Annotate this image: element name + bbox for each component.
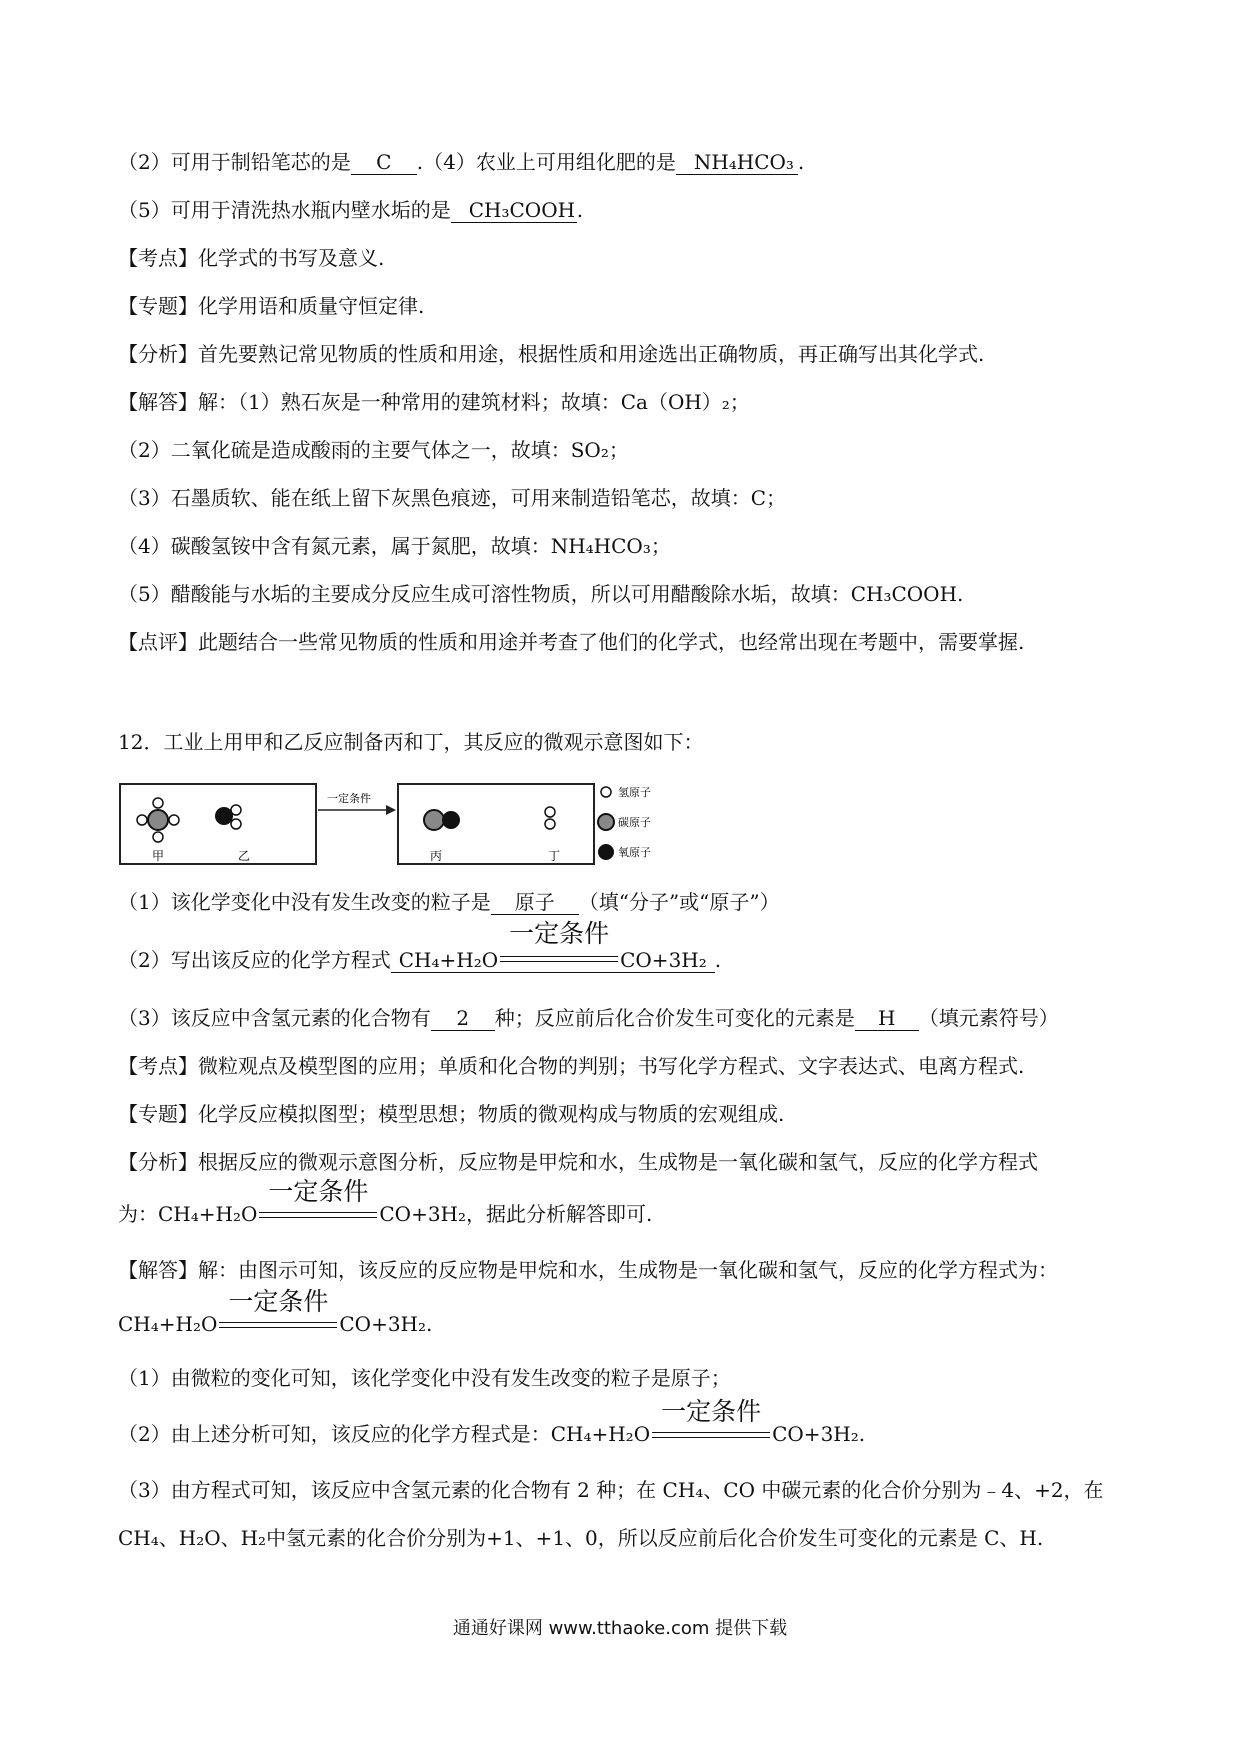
legend-hydrogen-label: 氢原子 — [618, 786, 651, 799]
answer-blank: 原子 — [491, 890, 579, 915]
q11-jieda-2: （2）二氧化硫是造成酸雨的主要气体之一，故填：SO₂； — [118, 438, 629, 462]
legend-oxygen-icon — [598, 844, 614, 860]
hydrogen-atom — [153, 832, 163, 842]
label-bing: 丙 — [430, 849, 443, 863]
q12-part-1: （1）该化学变化中没有发生改变的粒子是 原子 （填“分子”或“原子”） — [118, 890, 780, 914]
q11-jieda-5: （5）醋酸能与水垢的主要成分反应生成可溶性物质，所以可用醋酸除水垢，故填：CH₃COOH. — [118, 582, 964, 606]
label-yi: 乙 — [238, 849, 251, 863]
hydrogen-atom — [169, 815, 179, 825]
q11-jieda-3: （3）石墨质软、能在纸上留下灰黑色痕迹，可用来制造铅笔芯，故填：C； — [118, 486, 787, 510]
equation-arrow: 一定条件 — [259, 1200, 377, 1228]
q11-kaodian: 【考点】化学式的书写及意义. — [118, 246, 385, 270]
q11-zhuanti: 【专题】化学用语和质量守恒定律. — [118, 294, 425, 318]
legend-carbon-icon — [598, 814, 614, 830]
q12-jieda-3: （1）由微粒的变化可知，该化学变化中没有发生改变的粒子是原子； — [118, 1366, 731, 1390]
q11-line-5: （5）可用于清洗热水瓶内壁水垢的是 CH₃COOH. — [118, 198, 584, 222]
q12-jieda-4: （2）由上述分析可知，该反应的化学方程式是：CH₄+H₂O 一定条件 CO+3H₂. — [118, 1397, 866, 1446]
label-ding: 丁 — [548, 849, 561, 863]
reaction-micro-diagram — [118, 780, 668, 870]
hydrogen-atom — [137, 815, 147, 825]
q12-fenxi-1: 【分析】根据反应的微观示意图分析，反应物是甲烷和水，生成物是一氧化碳和氢气，反应的化学方程式 — [118, 1150, 1038, 1174]
hydrogen-atom — [545, 819, 555, 829]
equation-arrow: 一定条件 — [652, 1420, 770, 1448]
carbon-atom — [148, 810, 168, 830]
q12-zhuanti: 【专题】化学反应模拟图型；模型思想；物质的微观构成与物质的宏观组成. — [118, 1102, 785, 1126]
page-footer: 通通好课网 www.tthaoke.com 提供下载 — [452, 1618, 788, 1639]
answer-blank: C — [351, 150, 417, 175]
q11-jieda-1: 【解答】解：（1）熟石灰是一种常用的建筑材料；故填：Ca（OH）₂； — [118, 390, 750, 414]
hydrogen-atom — [231, 819, 241, 829]
label-jia: 甲 — [152, 849, 165, 863]
hydrogen-atom — [545, 807, 555, 817]
q12-fenxi-2: 为：CH₄+H₂O 一定条件 CO+3H₂，据此分析解答即可. — [118, 1177, 653, 1226]
q12-jieda-2: CH₄+H₂O 一定条件 CO+3H₂. — [118, 1287, 433, 1336]
reaction-diagram-svg — [118, 780, 668, 870]
arrow-head — [386, 805, 396, 815]
q11-jieda-4: （4）碳酸氢铵中含有氮元素，属于氮肥，故填：NH₄HCO₃； — [118, 534, 671, 558]
equation-arrow: 一定条件 — [500, 944, 618, 972]
legend-carbon-label: 碳原子 — [618, 816, 651, 829]
answer-blank: 2 — [431, 1006, 495, 1031]
hydrogen-atom — [231, 805, 241, 815]
carbon-atom — [424, 810, 444, 830]
oxygen-atom — [442, 811, 460, 829]
q12-stem: 12．工业上用甲和乙反应制备丙和丁，其反应的微观示意图如下： — [118, 730, 704, 754]
q12-jieda-5: （3）由方程式可知，该反应中含氢元素的化合物有 2 种；在 CH₄、CO 中碳元素的化合价分别为﹣4、+2，在 — [118, 1478, 1104, 1502]
answer-equation: CH₄+H₂O 一定条件 CO+3H₂ — [391, 944, 715, 973]
q12-jieda-1: 【解答】解：由图示可知，该反应的反应物是甲烷和水，生成物是一氧化碳和氢气，反应的化学方程式为： — [118, 1258, 1058, 1282]
q12-part-3: （3）该反应中含氢元素的化合物有 2 种；反应前后化合价发生可变化的元素是 H （填元素符号） — [118, 1006, 1059, 1030]
answer-blank: NH₄HCO₃ — [676, 150, 798, 175]
q11-dianping: 【点评】此题结合一些常见物质的性质和用途并考查了他们的化学式，也经常出现在考题中，需要掌握. — [118, 630, 1025, 654]
arrow-condition-label: 一定条件 — [327, 792, 371, 805]
legend-oxygen-label: 氧原子 — [618, 846, 651, 859]
q12-part-2: （2）写出该反应的化学方程式 CH₄+H₂O 一定条件 CO+3H₂ . — [118, 919, 722, 972]
equation-arrow: 一定条件 — [219, 1310, 337, 1338]
answer-blank: CH₃COOH — [451, 198, 577, 223]
legend-hydrogen-icon — [601, 787, 611, 797]
q11-line-2: （2）可用于制铅笔芯的是 C .（4）农业上可用组化肥的是 NH₄HCO₃ . — [118, 150, 805, 174]
q11-fenxi: 【分析】首先要熟记常见物质的性质和用途，根据性质和用途选出正确物质，再正确写出其化学式. — [118, 342, 985, 366]
hydrogen-atom — [153, 798, 163, 808]
q12-jieda-6: CH₄、H₂O、H₂中氢元素的化合价分别为+1、+1、0，所以反应前后化合价发生可变化的元素是 C、H. — [118, 1526, 1044, 1550]
answer-blank: H — [855, 1006, 919, 1031]
q12-kaodian: 【考点】微粒观点及模型图的应用；单质和化合物的判别；书写化学方程式、文字表达式、电离方程式. — [118, 1054, 1025, 1078]
